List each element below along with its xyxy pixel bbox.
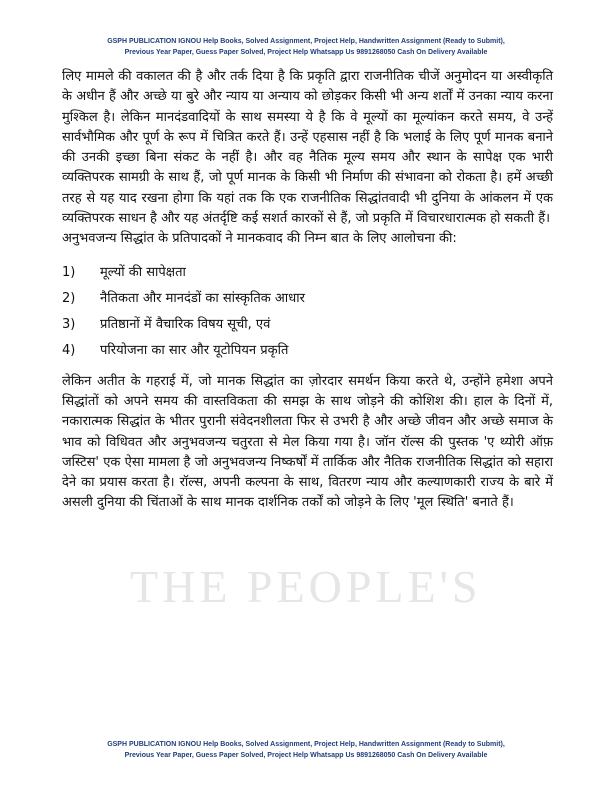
- list-item: [62, 338, 553, 364]
- paragraph-2: अनुभवजन्य सिद्धांत के प्रतिपादकों ने मानकवाद की निम्न बात के लिए आलोचना की:: [62, 231, 457, 247]
- paragraph-3: लेकिन अतीत के गहराई में, जो मानक सिद्धांत का ज़ोरदार समर्थन किया करते थे, उन्होंने हमेशा अपने सिद्धांतों को अपने समय की वास्तविकता की समझ के साथ जोड़ने की कोशिश की। हाल के दिनों में, नकारात्मक सिद्धांत के भीतर पुरानी संवेदनशीलता फिर से उभरी है और अच्छे जीवन और अच्छे समाज के भाव को विधिवत और अनुभवजन्य चतुरता से मेल किया गया है। जॉन रॉल्स की पुस्तक 'ए थ्योरी ऑफ़ जस्टिस' एक ऐसा मामला है जो अनुभवजन्य निष्कर्षों में तार्किक और नैतिक राजनीतिक सिद्धांत को सहारा देने का प्रयास करता है। रॉल्स, अपनी कल्पना के साथ, वितरण न्याय और कल्याणकारी राज्य के बारे में असली दुनिया की चिंताओं के साथ मानक दार्शनिक तर्कों को जोड़ने के लिए 'मूल स्थिति' बनाते हैं।: [62, 373, 553, 511]
- footer-line-2: Previous Year Paper, Guess Paper Solved, Project Help Whatsapp Us 9891268050 Cash On Delivery Available: [124, 752, 488, 759]
- paragraph-1: लिए मामले की वकालत की है और तर्क दिया है कि प्रकृति द्वारा राजनीतिक चीजें अनुमोदन या अस्वीकृति के अधीन हैं और अच्छे या बुरे और न्याय या अन्याय को छोड़कर किसी भी अन्य शर्तों में उनका न्याय करना मुश्किल है। लेकिन मानदंडवादियों के साथ समस्या ये है कि वे मूल्यों का मूल्यांकन करते समय, वे उन्हें सार्वभौमिक और पूर्ण के रूप में चित्रित करते हैं। उन्हें एहसास नहीं है कि भलाई के लिए पूर्ण मानक बनाने की उनकी इच्छा बिना संकट के नहीं है। और वह नैतिक मूल्य समय और स्थान के सापेक्ष एक भारी व्यक्तिपरक सामग्री के साथ हैं, जो पूर्ण मानक के किसी भी निर्माण की संभावना को रोकता है। हमें अच्छी तरह से यह याद रखना होगा कि यहां तक कि एक राजनीतिक सिद्धांतवादी भी दुनिया के आंकलन में एक व्यक्तिपरक साधन है और यह अंतर्दृष्टि कई सशर्त कारकों से हैं, जो प्रकृति में विचारधारात्मक हो सकती हैं।: [62, 69, 553, 227]
- footer-line-1: GSPH PUBLICATION IGNOU Help Books, Solved Assignment, Project Help, Handwritten Assignment (Ready to Submit),: [107, 741, 505, 748]
- list-text: परियोजना का सार और यूटोपियन प्रकृति: [100, 342, 289, 358]
- list-number: 3): [62, 316, 76, 332]
- header-line-1: GSPH PUBLICATION IGNOU Help Books, Solved Assignment, Project Help, Handwritten Assignment (Ready to Submit),: [107, 38, 505, 45]
- watermark: THE PEOPLE'S: [130, 561, 482, 612]
- list-text: मूल्यों की सापेक्षता: [100, 264, 186, 280]
- list-number: 1): [62, 264, 76, 280]
- list-item: [62, 260, 553, 286]
- page-header: [40, 36, 572, 58]
- header-line-2: Previous Year Paper, Guess Paper Solved, Project Help Whatsapp Us 9891268050 Cash On Delivery Available: [124, 49, 488, 56]
- list-text: प्रतिष्ठानों में वैचारिक विषय सूची, एवं: [100, 316, 271, 332]
- list-number: 4): [62, 342, 76, 358]
- list-item: [62, 286, 553, 312]
- list-text: नैतिकता और मानदंडों का सांस्कृतिक आधार: [100, 290, 305, 306]
- criticism-list: [62, 260, 553, 364]
- list-number: 2): [62, 290, 76, 306]
- list-item: [62, 312, 553, 338]
- page-footer: [40, 739, 572, 761]
- page-body: [62, 67, 553, 514]
